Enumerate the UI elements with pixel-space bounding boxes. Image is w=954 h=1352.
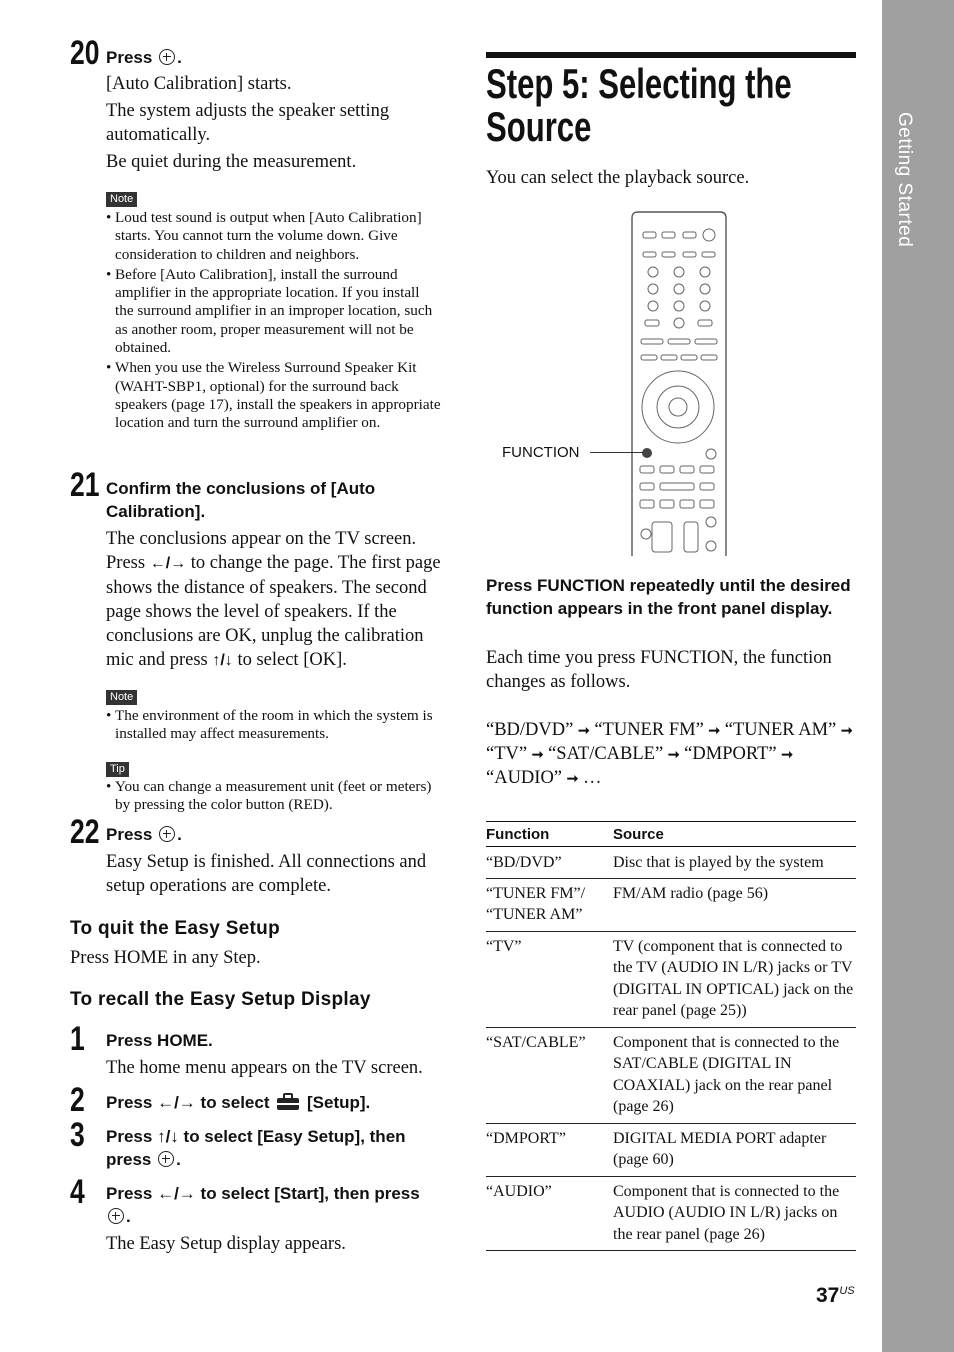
note-bullet: • The environment of the room in which the system is installed may affect measurements. [106,707,441,744]
step-number-22: 22 [70,813,100,851]
function-leader-line [590,452,643,453]
step-number-3: 3 [70,1116,85,1154]
step-number-21: 21 [70,466,100,504]
page-number: $37^{US}$ [816,1284,855,1307]
step-22-body: Easy Setup is finished. All connections and setup operations are complete. [106,852,427,896]
step-number-1: 1 [70,1020,85,1058]
intro-text: You can select the playback source. [486,168,750,188]
enter-icon [159,826,175,842]
recall-heading: To recall the Easy Setup Display [70,989,371,1010]
function-body: Each time you press FUNCTION, the function changes as follows. [486,648,832,692]
note-1-list [106,209,441,433]
step-number-20: 20 [70,34,100,72]
title-rule [486,52,856,58]
tip-list [106,778,441,815]
table-row: “AUDIO” Component that is connected to the AUDIO (AUDIO IN L/R) jacks on the rear panel (page 26) [486,1176,856,1251]
recall-step-3-instruction: Press ↑/↓ to select [Easy Setup], then press . [106,1127,406,1169]
enter-icon [159,49,175,65]
table-header-source: Source [613,826,664,843]
step-20-instruction: Press . [106,48,182,67]
tip-badge: Tip [106,759,129,777]
function-instruction: Press FUNCTION repeatedly until the desired function appears in the front panel display. [486,576,851,618]
recall-step-4-instruction: Press ←/→ to select [Start], then press . [106,1184,420,1226]
step-number-2: 2 [70,1081,85,1119]
recall-step-1-instruction: Press HOME. [106,1031,213,1050]
step-number-4: 4 [70,1173,85,1211]
toolbox-icon [276,1093,300,1117]
note-bullet: • When you use the Wireless Surround Speaker Kit (WAHT-SBP1, optional) for the surround back speakers (page 17), install the speakers in appropriate location and turn the surround amplifier on. [106,359,441,432]
note-bullet: • Loud test sound is output when [Auto Calibration] starts. You cannot turn the volume down. Give consideration to children and neighbors. [106,209,441,264]
page-title-line-1: Step 5: Selecting the [486,60,792,107]
table-header-function: Function [486,826,550,843]
remote-illustration [628,210,730,561]
table-row: “TUNER FM”/ “TUNER AM” FM/AM radio (page 56) [486,878,856,931]
step-22-instruction: Press . [106,825,182,844]
recall-step-2-instruction: Press ←/→ to select [Setup]. [106,1091,370,1117]
table-row: “BD/DVD” Disc that is played by the system [486,847,856,879]
table-row: “DMPORT” DIGITAL MEDIA PORT adapter (page 60) [486,1123,856,1176]
enter-icon [108,1208,124,1224]
step-21-body: The conclusions appear on the TV screen. Press ←/→ to change the page. The first page shows the distance of speakers. The second page shows the level of speakers. If the conclusions are OK, unplug the calibration mic and press ↑/↓ to select [OK]. [106,529,441,670]
table-row: “TV” TV (component that is connected to the TV (AUDIO IN L/R) jacks or TV (DIGITAL IN OPTICAL) jack on the rear panel (page 25)) [486,931,856,1027]
tip-bullet: • You can change a measurement unit (feet or meters) by pressing the color button (RED). [106,778,441,815]
quit-body: Press HOME in any Step. [70,948,261,968]
recall-step-4-body: The Easy Setup display appears. [106,1234,346,1254]
page-title-line-2: Source [486,103,592,150]
function-sequence: “BD/DVD” ➞ “TUNER FM” ➞ “TUNER AM” ➞ “TV” ➞ “SAT/CABLE” ➞ “DMPORT” ➞ “AUDIO” ➞ … [486,720,853,788]
quit-heading: To quit the Easy Setup [70,918,280,939]
enter-icon [158,1151,174,1167]
note-2-list [106,707,441,744]
function-button-label: FUNCTION [502,444,580,461]
note-badge: Note [106,687,137,705]
note-bullet: • Before [Auto Calibration], install the surround amplifier in the appropriate location. If you install the surround amplifier in an improper location, such as another room, proper measurement will not be obtained. [106,266,441,357]
function-source-table [486,821,856,1251]
note-badge: Note [106,189,137,207]
section-label: Getting Started [894,112,915,248]
table-row: “SAT/CABLE” Component that is connected to the SAT/CABLE (DIGITAL IN COAXIAL) jack on the rear panel (page 26) [486,1027,856,1123]
step-21-instruction: Confirm the conclusions of [Auto Calibration]. [106,479,376,521]
step-20-body: [Auto Calibration] starts. The system adjusts the speaker setting automatically. Be quiet during the measurement. [106,74,390,172]
recall-step-1-body: The home menu appears on the TV screen. [106,1058,423,1078]
